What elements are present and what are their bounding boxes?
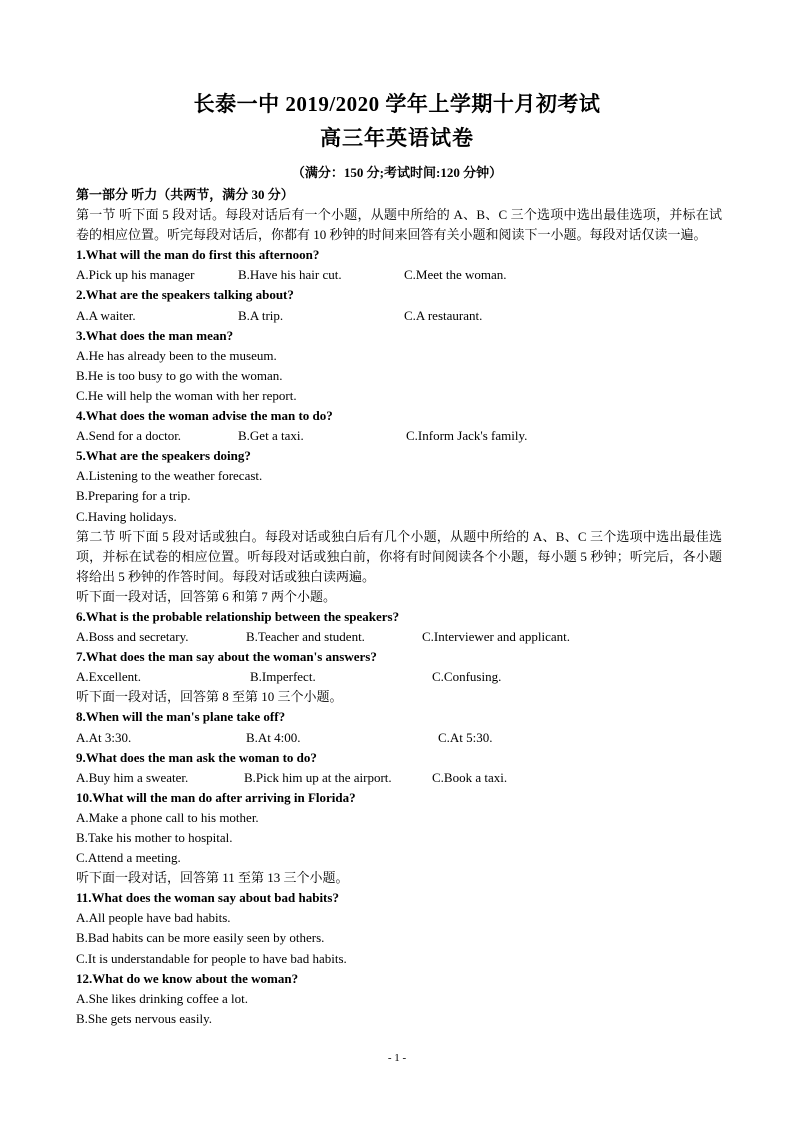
options-row-2: [76, 306, 722, 326]
question-2: 2.What are the speakers talking about?: [76, 287, 294, 303]
option-a: A.Buy him a sweater.: [76, 769, 189, 785]
option-b: B.Get a taxi.: [238, 428, 304, 444]
question-6: 6.What is the probable relationship between the speakers?: [76, 608, 400, 624]
option-c: C.Confusing.: [432, 669, 502, 685]
option-a: A.All people have bad habits.: [76, 910, 231, 926]
option-b: B.Have his hair cut.: [238, 267, 342, 283]
option-c: C.He will help the woman with her report.: [76, 387, 297, 403]
question-9: 9.What does the man ask the woman to do?: [76, 749, 317, 765]
option-b: B.Imperfect.: [250, 669, 316, 685]
page-number: - 1 -: [387, 1052, 407, 1064]
exam-subtitle: 高三年英语试卷: [320, 126, 474, 150]
option-a: A.Excellent.: [76, 669, 141, 685]
question-7: 7.What does the man say about the woman's answers?: [76, 649, 377, 665]
question-8: 8.When will the man's plane take off?: [76, 709, 286, 725]
option-b: B.Take his mother to hospital.: [76, 830, 233, 845]
options-row-9: [76, 768, 722, 788]
option-a: A.Make a phone call to his mother.: [76, 809, 259, 825]
option-b: B.A trip.: [238, 307, 284, 323]
question-3: 3.What does the man mean?: [76, 327, 234, 343]
listening-note-11-13: 听下面一段对话，回答第 11 至第 13 三个小题。: [76, 870, 349, 886]
option-c: C.A restaurant.: [404, 307, 483, 323]
exam-content: [76, 185, 722, 1029]
option-b: B.At 4:00.: [246, 729, 301, 745]
question-1: 1.What will the man do first this afternoon?: [76, 247, 320, 263]
option-c: C.At 5:30.: [438, 729, 493, 745]
option-a: A.At 3:30.: [76, 729, 132, 745]
options-row-8: [76, 728, 722, 748]
listening-note-6-7: 听下面一段对话，回答第 6 和第 7 两个小题。: [76, 588, 337, 604]
option-a: A.Pick up his manager: [76, 267, 195, 283]
option-c: C.Inform Jack's family.: [406, 428, 528, 444]
option-c: C.Meet the woman.: [404, 267, 507, 283]
option-a: A.Send for a doctor.: [76, 428, 182, 444]
options-row-1: [76, 265, 722, 285]
option-a: A.She likes drinking coffee a lot.: [76, 990, 248, 1006]
option-a: A.A waiter.: [76, 307, 136, 323]
question-5: 5.What are the speakers doing?: [76, 448, 251, 464]
question-12: 12.What do we know about the woman?: [76, 970, 299, 986]
option-b: B.He is too busy to go with the woman.: [76, 367, 283, 383]
option-a: A.Listening to the weather forecast.: [76, 468, 263, 484]
option-b: B.Pick him up at the airport.: [244, 769, 392, 785]
option-c: C.Interviewer and applicant.: [422, 629, 570, 645]
option-c: C.Book a taxi.: [432, 769, 508, 785]
question-4: 4.What does the woman advise the man to do?: [76, 408, 333, 424]
exam-title: 长泰一中 2019/2020 学年上学期十月初考试: [193, 92, 601, 116]
option-a: A.Boss and secretary.: [76, 629, 189, 645]
option-c: C.It is understandable for people to have bad habits.: [76, 950, 347, 966]
question-10: 10.What will the man do after arriving in Florida?: [76, 789, 356, 805]
section1-instructions: 第一节 听下面 5 段对话。每段对话后有一个小题，从题中所给的 A、B、C 三个选项中选出最佳选项，并标在试卷的相应位置。听完每段对话后，你都有 10 秒钟的时间来回答有关小题和阅读下一小题。每段对话仅读一遍。: [76, 207, 722, 243]
option-b: B.Preparing for a trip.: [76, 488, 191, 504]
score-info: （满分：150 分;考试时间:120 分钟）: [291, 165, 503, 180]
option-c: C.Having holidays.: [76, 508, 177, 524]
options-row-6: [76, 627, 722, 647]
option-b: B.Bad habits can be more easily seen by others.: [76, 930, 325, 946]
option-b: B.She gets nervous easily.: [76, 1010, 212, 1026]
option-a: A.He has already been to the museum.: [76, 347, 277, 363]
options-row-4: [76, 426, 722, 446]
part1-heading: 第一部分 听力（共两节，满分 30 分）: [76, 187, 294, 202]
option-b: B.Teacher and student.: [246, 629, 365, 645]
option-c: C.Attend a meeting.: [76, 850, 181, 866]
options-row-7: [76, 667, 722, 687]
question-11: 11.What does the woman say about bad habits?: [76, 890, 339, 906]
section2-instructions: 第二节 听下面 5 段对话或独白。每段对话或独白后有几个小题，从题中所给的 A、B、C 三个选项中选出最佳选项，并标在试卷的相应位置。听每段对话或独白前，你将有时间阅读各个小题，每小题 5 秒钟；听完后，各小题将给出 5 秒钟的作答时间。每段对话或独白读两遍。: [76, 528, 722, 584]
listening-note-8-10: 听下面一段对话，回答第 8 至第 10 三个小题。: [76, 689, 343, 705]
